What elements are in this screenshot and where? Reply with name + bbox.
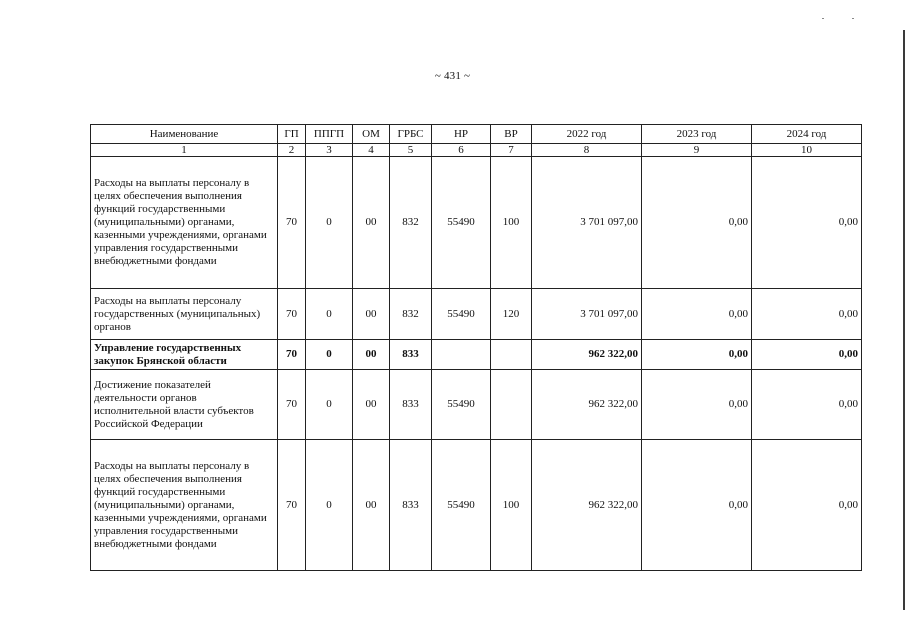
budget-table bbox=[90, 124, 862, 571]
row-vr: 100 bbox=[491, 440, 532, 571]
row-gp: 70 bbox=[278, 440, 306, 571]
row-2023: 0,00 bbox=[642, 340, 752, 370]
header-2023: 2023 год bbox=[642, 125, 752, 144]
row-2022: 962 322,00 bbox=[532, 340, 642, 370]
row-nr: 55490 bbox=[432, 440, 491, 571]
row-om: 00 bbox=[353, 340, 390, 370]
column-number: 7 bbox=[491, 144, 532, 157]
row-grbs: 832 bbox=[390, 289, 432, 340]
row-nr: 55490 bbox=[432, 289, 491, 340]
row-name: Достижение показателей деятельности органов исполнительной власти субъектов Российской Федерации bbox=[91, 370, 278, 440]
row-2022: 962 322,00 bbox=[532, 440, 642, 571]
header-nr: НР bbox=[432, 125, 491, 144]
header-row bbox=[91, 125, 862, 144]
row-name: Расходы на выплаты персоналу в целях обеспечения выполнения функций государственными (муниципальными) органами, казенными учреждениями, органами управления государственными внебюджетными фондами bbox=[91, 440, 278, 571]
row-grbs: 832 bbox=[390, 157, 432, 289]
row-nr: 55490 bbox=[432, 370, 491, 440]
scan-speck bbox=[822, 18, 824, 19]
row-gp: 70 bbox=[278, 157, 306, 289]
column-number-row bbox=[91, 144, 862, 157]
header-ppgp: ППГП bbox=[306, 125, 353, 144]
row-gp: 70 bbox=[278, 370, 306, 440]
row-grbs: 833 bbox=[390, 440, 432, 571]
row-2022: 3 701 097,00 bbox=[532, 157, 642, 289]
row-2023: 0,00 bbox=[642, 370, 752, 440]
row-vr bbox=[491, 370, 532, 440]
row-vr bbox=[491, 340, 532, 370]
row-ppgp: 0 bbox=[306, 340, 353, 370]
row-nr: 55490 bbox=[432, 157, 491, 289]
row-2022: 3 701 097,00 bbox=[532, 289, 642, 340]
row-name: Расходы на выплаты персоналу в целях обеспечения выполнения функций государственными (муниципальными) органами, казенными учреждениями, органами управления государственными внебюджетными фондами bbox=[91, 157, 278, 289]
header-om: ОМ bbox=[353, 125, 390, 144]
row-2022: 962 322,00 bbox=[532, 370, 642, 440]
row-om: 00 bbox=[353, 157, 390, 289]
header-gp: ГП bbox=[278, 125, 306, 144]
row-2024: 0,00 bbox=[752, 340, 862, 370]
row-om: 00 bbox=[353, 370, 390, 440]
header-2024: 2024 год bbox=[752, 125, 862, 144]
row-om: 00 bbox=[353, 289, 390, 340]
column-number: 1 bbox=[91, 144, 278, 157]
column-number: 4 bbox=[353, 144, 390, 157]
row-gp: 70 bbox=[278, 340, 306, 370]
header-2022: 2022 год bbox=[532, 125, 642, 144]
row-vr: 100 bbox=[491, 157, 532, 289]
row-om: 00 bbox=[353, 440, 390, 571]
row-2024: 0,00 bbox=[752, 370, 862, 440]
row-ppgp: 0 bbox=[306, 370, 353, 440]
row-ppgp: 0 bbox=[306, 440, 353, 571]
row-grbs: 833 bbox=[390, 370, 432, 440]
row-2023: 0,00 bbox=[642, 289, 752, 340]
column-number: 8 bbox=[532, 144, 642, 157]
row-name: Управление государственных закупок Брянской области bbox=[91, 340, 278, 370]
scan-speck bbox=[852, 18, 854, 19]
row-nr bbox=[432, 340, 491, 370]
column-number: 2 bbox=[278, 144, 306, 157]
header-vr: ВР bbox=[491, 125, 532, 144]
table-row bbox=[91, 340, 862, 370]
column-number: 5 bbox=[390, 144, 432, 157]
row-2023: 0,00 bbox=[642, 440, 752, 571]
row-grbs: 833 bbox=[390, 340, 432, 370]
row-ppgp: 0 bbox=[306, 157, 353, 289]
table-row bbox=[91, 370, 862, 440]
table-row bbox=[91, 440, 862, 571]
column-number: 3 bbox=[306, 144, 353, 157]
row-2024: 0,00 bbox=[752, 157, 862, 289]
row-2023: 0,00 bbox=[642, 157, 752, 289]
header-name: Наименование bbox=[91, 125, 278, 144]
table-row bbox=[91, 157, 862, 289]
row-2024: 0,00 bbox=[752, 440, 862, 571]
row-gp: 70 bbox=[278, 289, 306, 340]
row-2024: 0,00 bbox=[752, 289, 862, 340]
column-number: 6 bbox=[432, 144, 491, 157]
row-name: Расходы на выплаты персоналу государственных (муниципальных) органов bbox=[91, 289, 278, 340]
header-grbs: ГРБС bbox=[390, 125, 432, 144]
column-number: 9 bbox=[642, 144, 752, 157]
row-vr: 120 bbox=[491, 289, 532, 340]
page-number: ~ 431 ~ bbox=[434, 70, 471, 82]
table-row bbox=[91, 289, 862, 340]
column-number: 10 bbox=[752, 144, 862, 157]
row-ppgp: 0 bbox=[306, 289, 353, 340]
